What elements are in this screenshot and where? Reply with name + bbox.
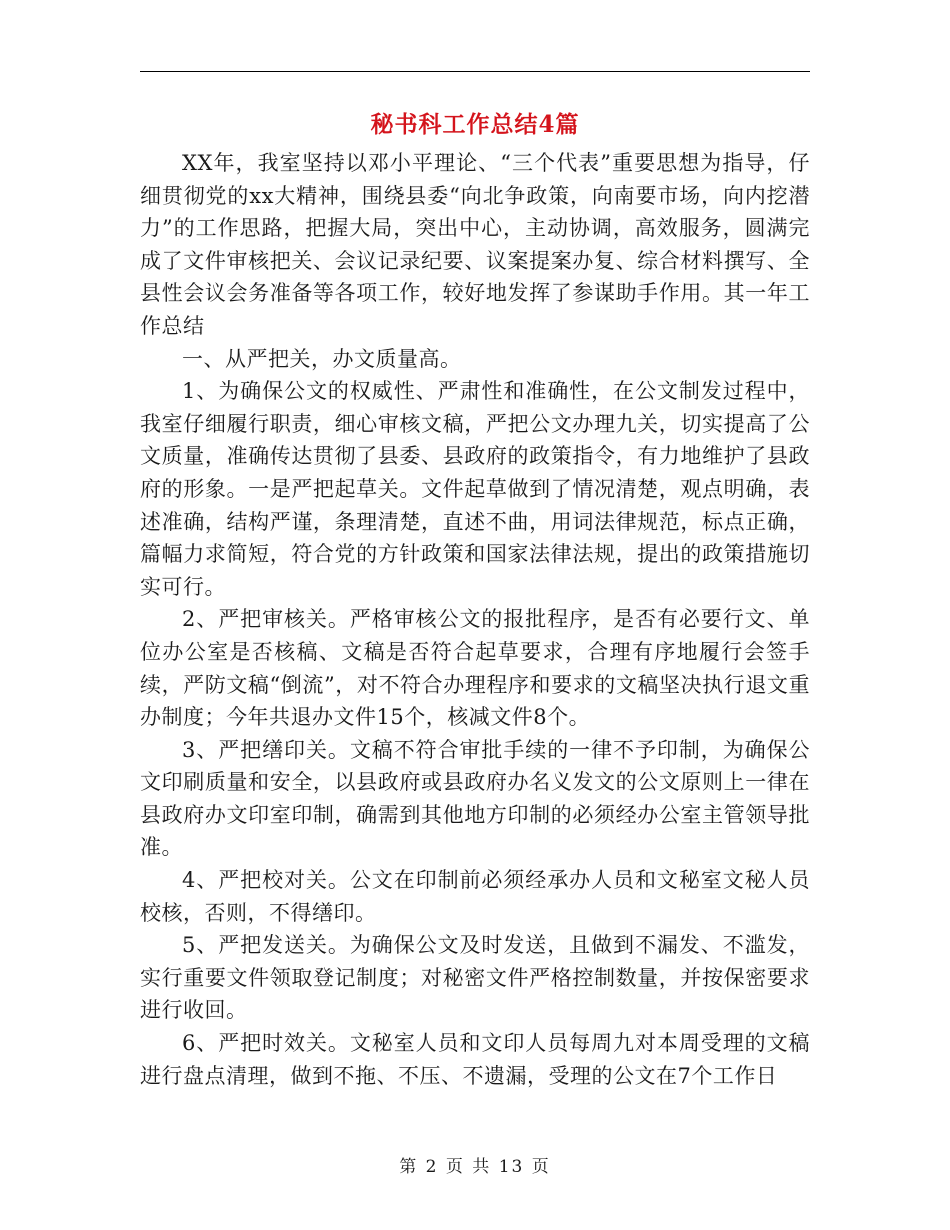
document-title: 秘书科工作总结4篇: [370, 111, 580, 138]
paragraph-item-6: 6、严把时效关。文秘室人员和文印人员每周九对本周受理的文稿进行盘点清理，做到不拖、不压、不遗漏，受理的公文在7个工作日: [140, 1031, 810, 1088]
header-rule: [140, 71, 810, 72]
document-body: [140, 147, 810, 1092]
page-number: 第 2 页 共 13 页: [399, 1157, 551, 1177]
paragraph-item-5: 5、严把发送关。为确保公文及时发送，且做到不漏发、不滥发，实行重要文件领取登记制度；对秘密文件严格控制数量，并按保密要求进行收回。: [140, 933, 810, 1023]
paragraph-item-4: 4、严把校对关。公文在印制前必须经承办人员和文秘室文秘人员校核，否则，不得缮印。: [140, 868, 810, 925]
section-heading-1: 一、从严把关，办文质量高。: [182, 346, 462, 371]
paragraph-item-3: 3、严把缮印关。文稿不符合审批手续的一律不予印制，为确保公文印刷质量和安全，以县政府或县政府办名义发文的公文原则上一律在县政府办文印室印制，确需到其他地方印制的必须经办公室主管领导批准。: [140, 737, 810, 860]
paragraph-item-2: 2、严把审核关。严格审核公文的报批程序，是否有必要行文、单位办公室是否核稿、文稿是否符合起草要求，合理有序地履行会签手续，严防文稿“倒流”，对不符合办理程序和要求的文稿坚决执行退文重办制度；今年共退办文件15个，核减文件8个。: [140, 607, 810, 730]
paragraph-intro: XX年，我室坚持以邓小平理论、“三个代表”重要思想为指导，仔细贯彻党的xx大精神，围绕县委“向北争政策，向南要市场，向内挖潜力”的工作思路，把握大局，突出中心，主动协调，高效服务，圆满完成了文件审核把关、会议记录纪要、议案提案办复、综合材料撰写、全县性会议会务准备等各项工作，较好地发挥了参谋助手作用。其一年工作总结: [140, 151, 810, 338]
paragraph-item-1: 1、为确保公文的权威性、严肃性和准确性，在公文制发过程中，我室仔细履行职责，细心审核文稿，严把公文办理九关，切实提高了公文质量，准确传达贯彻了县委、县政府的政策指令，有力地维护了县政府的形象。一是严把起草关。文件起草做到了情况清楚，观点明确，表述准确，结构严谨，条理清楚，直述不曲，用词法律规范，标点正确，篇幅力求简短，符合党的方针政策和国家法律法规，提出的政策措施切实可行。: [140, 379, 810, 599]
